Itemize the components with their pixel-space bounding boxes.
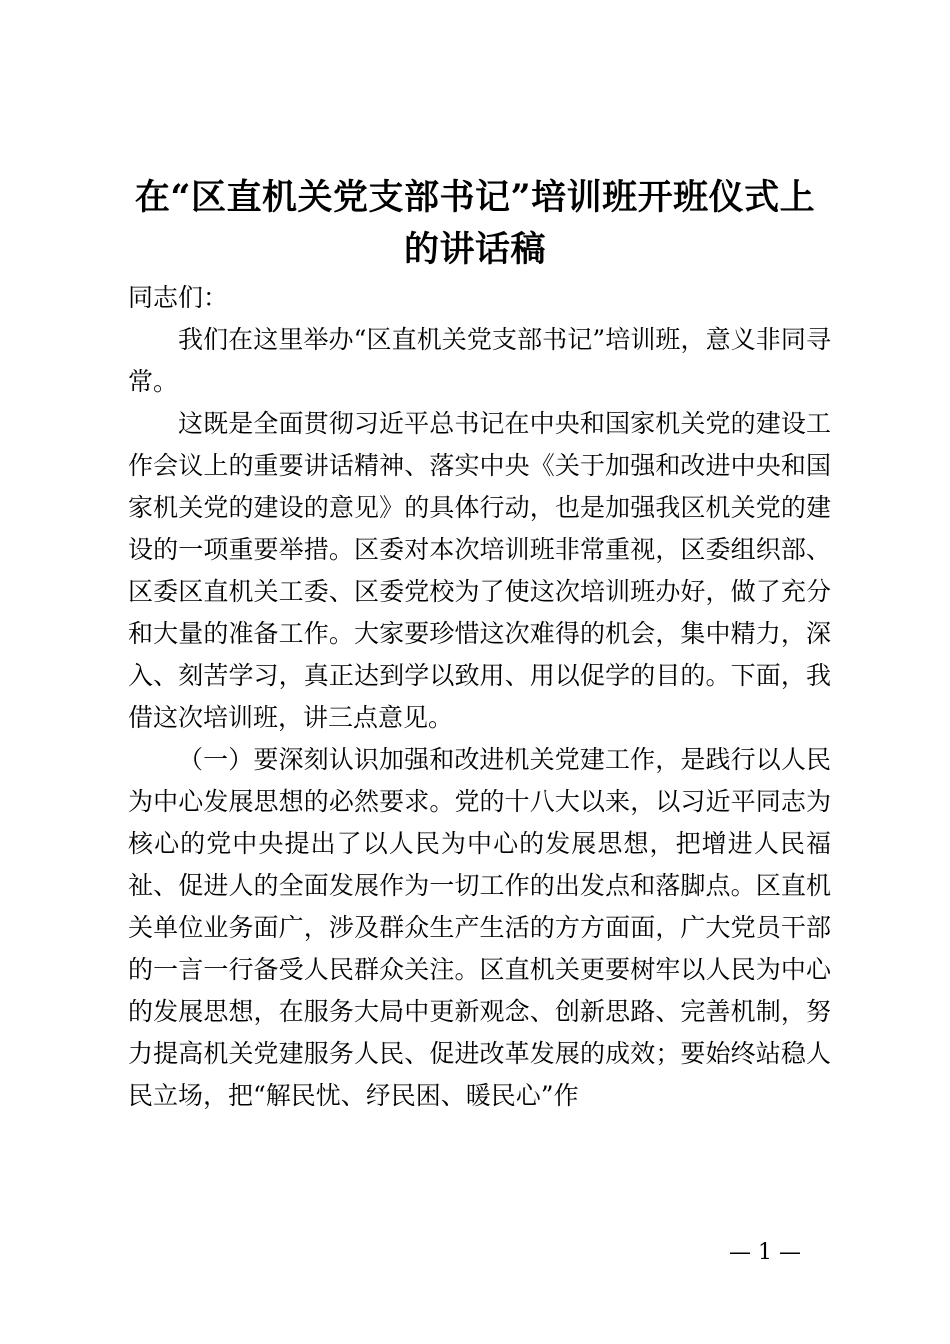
salutation: 同志们： xyxy=(128,283,229,312)
paragraph-point-one: （一）要深刻认识加强和改进机关党建工作，是践行以人民为中心发展思想的必然要求。党的十八大以来，以习近平同志为核心的党中央提出了以人民为中心的发展思想，把增进人民福祉、促进人的全面发展作为一切工作的出发点和落脚点。区直机关单位业务面广，涉及群众生产生活的方方面面，广大党员干部的一言一行备受人民群众关注。区直机关更要树牢以人民为中心的发展思想，在服务大局中更新观念、创新思路、完善机制，努力提高机关党建服务人民、促进改革发展的成效；要始终站稳人民立场，把“解民忧、纾民困、暖民心”作 xyxy=(128,745,831,1110)
paragraph-intro: 我们在这里举办“区直机关党支部书记”培训班，意义非同寻常。 xyxy=(128,325,831,396)
paragraph-background: 这既是全面贯彻习近平总书记在中央和国家机关党的建设工作会议上的重要讲话精神、落实中央《关于加强和改进中央和国家机关党的建设的意见》的具体行动，也是加强我区机关党的建设的一项重要举措。区委对本次培训班非常重视，区委组织部、区委区直机关工委、区委党校为了使这次培训班办好，做了充分和大量的准备工作。大家要珍惜这次难得的机会，集中精力，深入、刻苦学习，真正达到学以致用、用以促学的目的。下面，我借这次培训班，讲三点意见。 xyxy=(128,409,831,732)
document-title: 在“区直机关党支部书记”培训班开班仪式上的讲话稿 xyxy=(134,177,816,270)
page-number: — 1 — xyxy=(729,1240,801,1265)
document-body xyxy=(128,277,831,1117)
